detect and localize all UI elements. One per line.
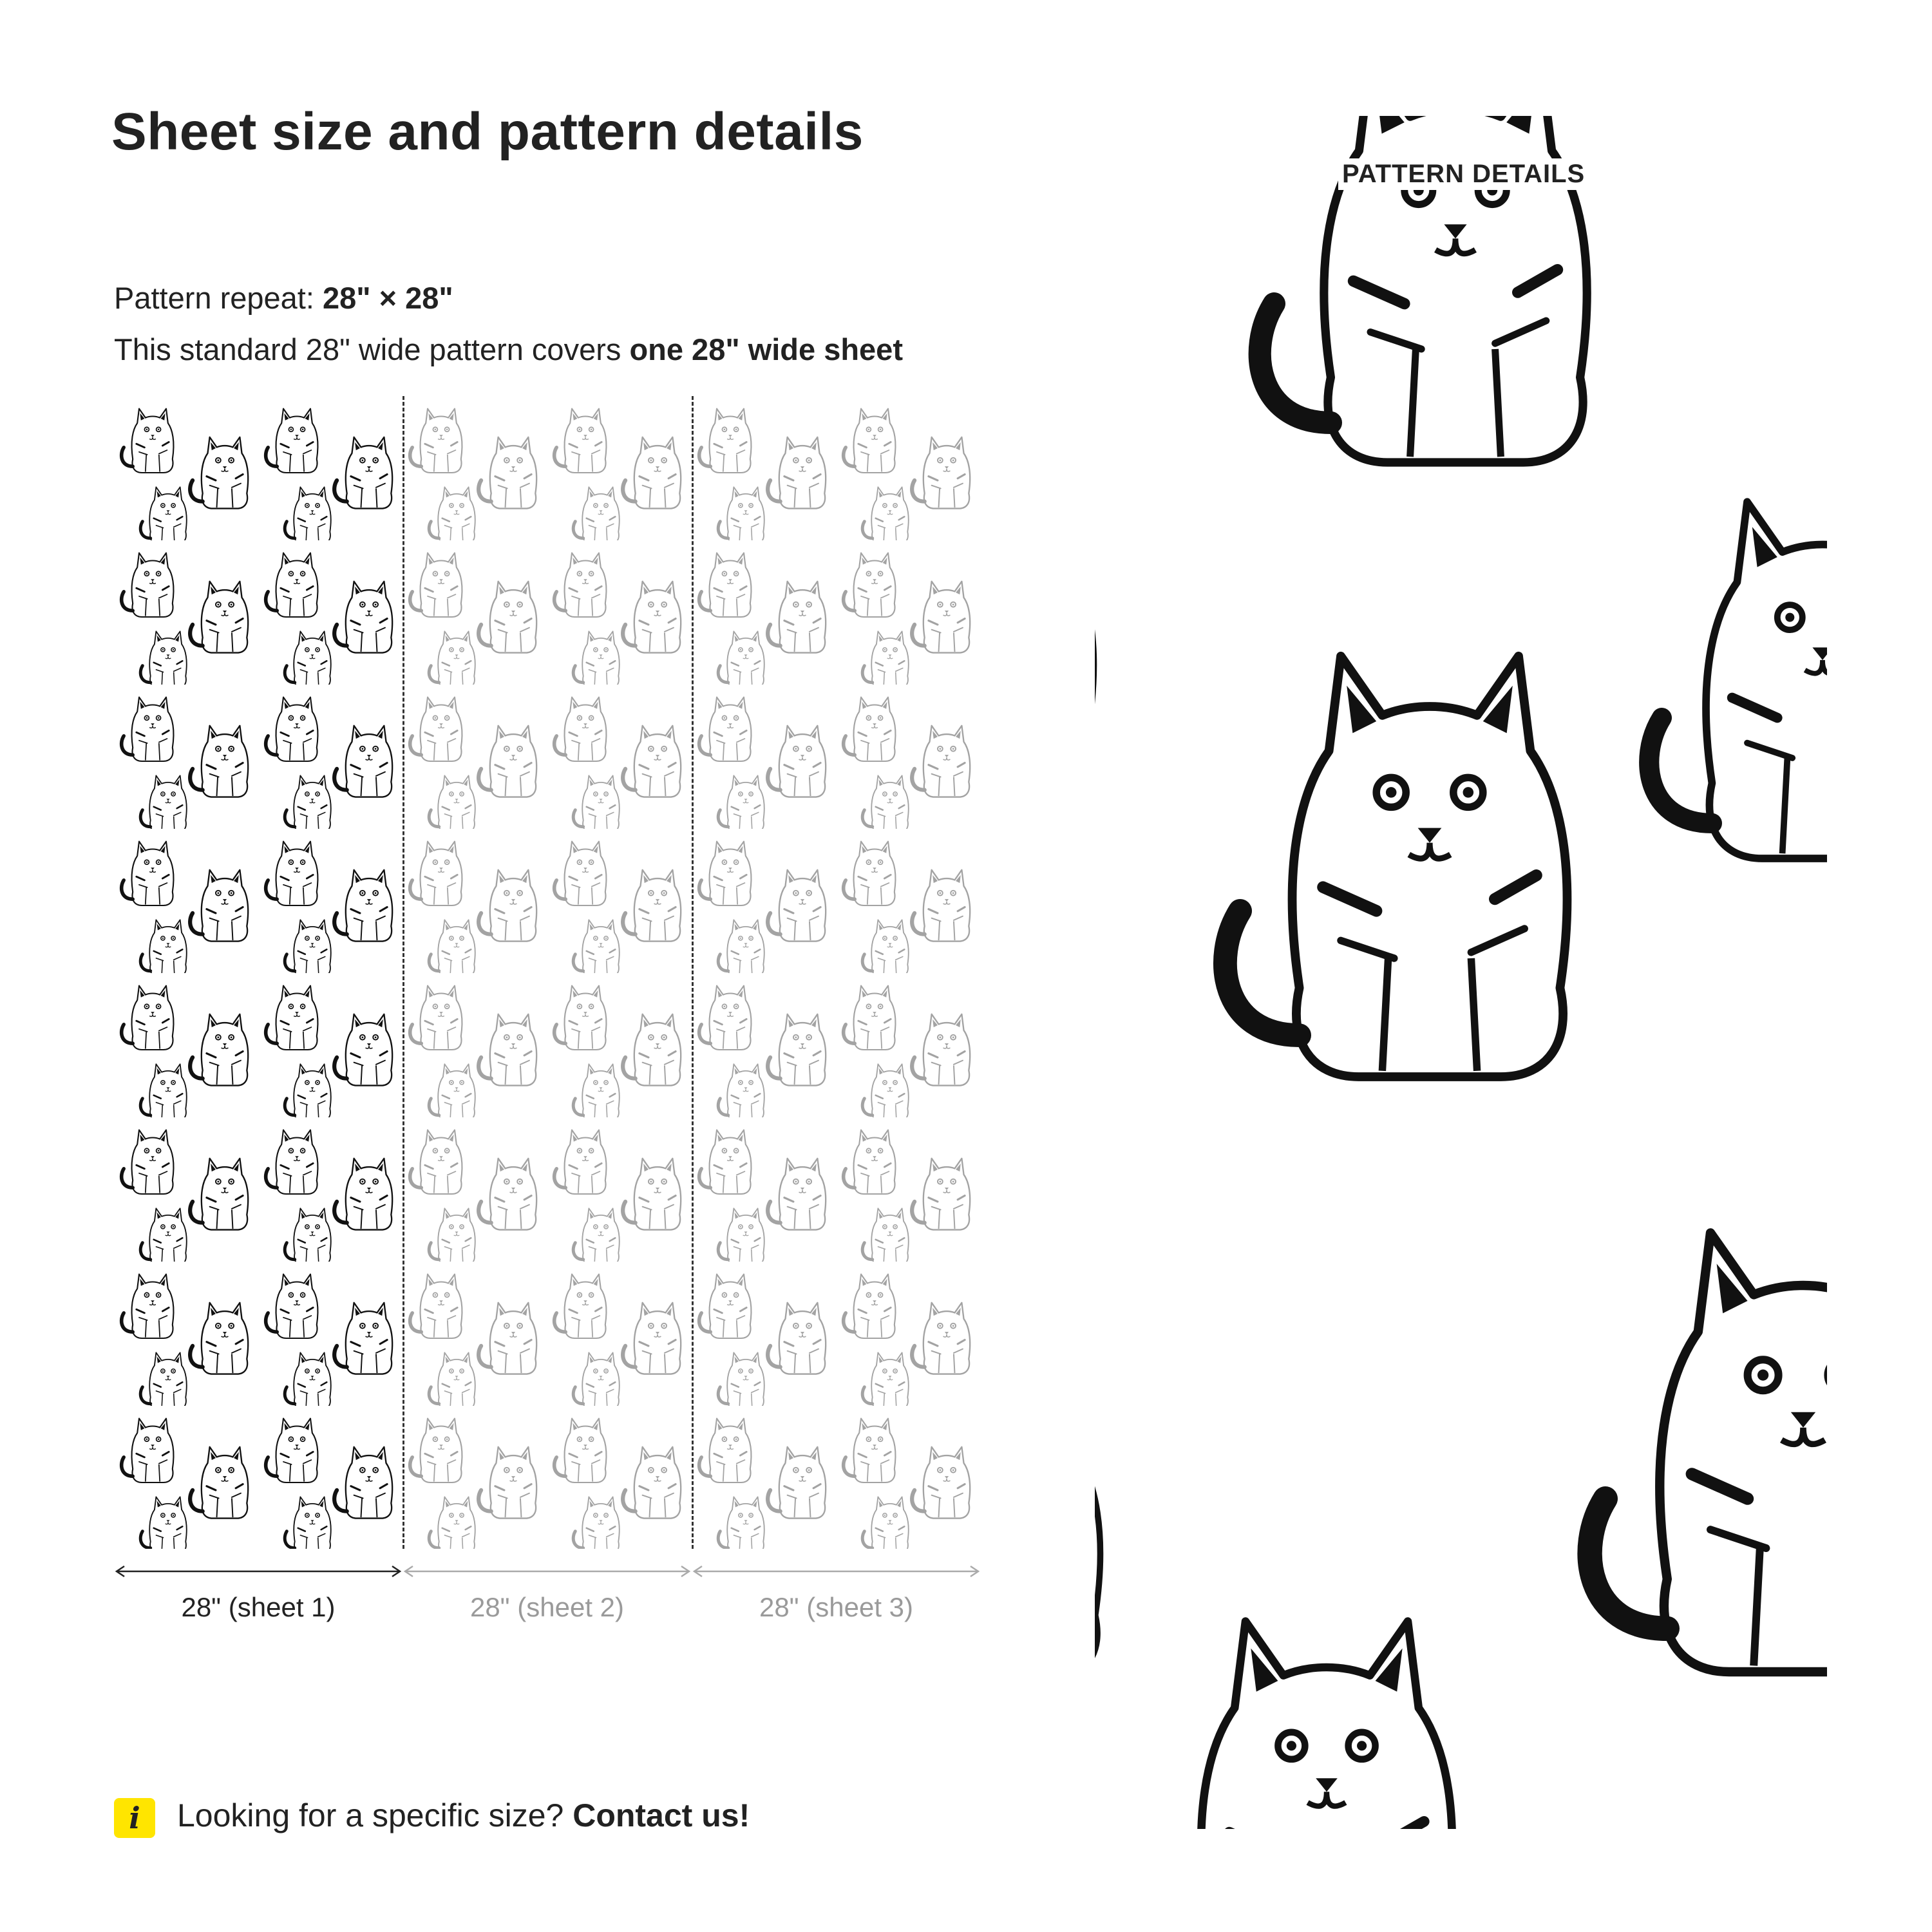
pattern-repeat [114, 280, 453, 316]
sheet-1-pattern [114, 396, 402, 1549]
sheet-preview [114, 396, 981, 1549]
contact-us-link[interactable]: Contact us! [573, 1797, 750, 1833]
contact-row [177, 1797, 750, 1834]
sheet-divider [402, 396, 404, 1549]
sheet-divider [692, 396, 694, 1549]
pattern-repeat-value: 28" × 28" [322, 281, 453, 315]
page-title: Sheet size and pattern details [111, 102, 864, 161]
pattern-detail-image [1095, 116, 1827, 1829]
info-icon: i [114, 1798, 155, 1838]
dimension-arrows [114, 1564, 981, 1579]
pattern-repeat-label: Pattern repeat: [114, 281, 323, 315]
coverage-line [114, 332, 903, 367]
sheet-2-width-label: 28" (sheet 2) [469, 1592, 625, 1622]
sheet-3-width-label: 28" (sheet 3) [759, 1592, 914, 1622]
coverage-text: This standard 28" wide pattern covers [114, 332, 630, 366]
sheet-3-pattern [692, 396, 981, 1549]
contact-prompt: Looking for a specific size? [177, 1797, 573, 1833]
sheet-2-pattern [402, 396, 692, 1549]
coverage-emphasis: one 28" wide sheet [629, 332, 903, 366]
sheet-1-width-label: 28" (sheet 1) [181, 1592, 336, 1622]
pattern-details-label: PATTERN DETAILS [1338, 158, 1589, 190]
